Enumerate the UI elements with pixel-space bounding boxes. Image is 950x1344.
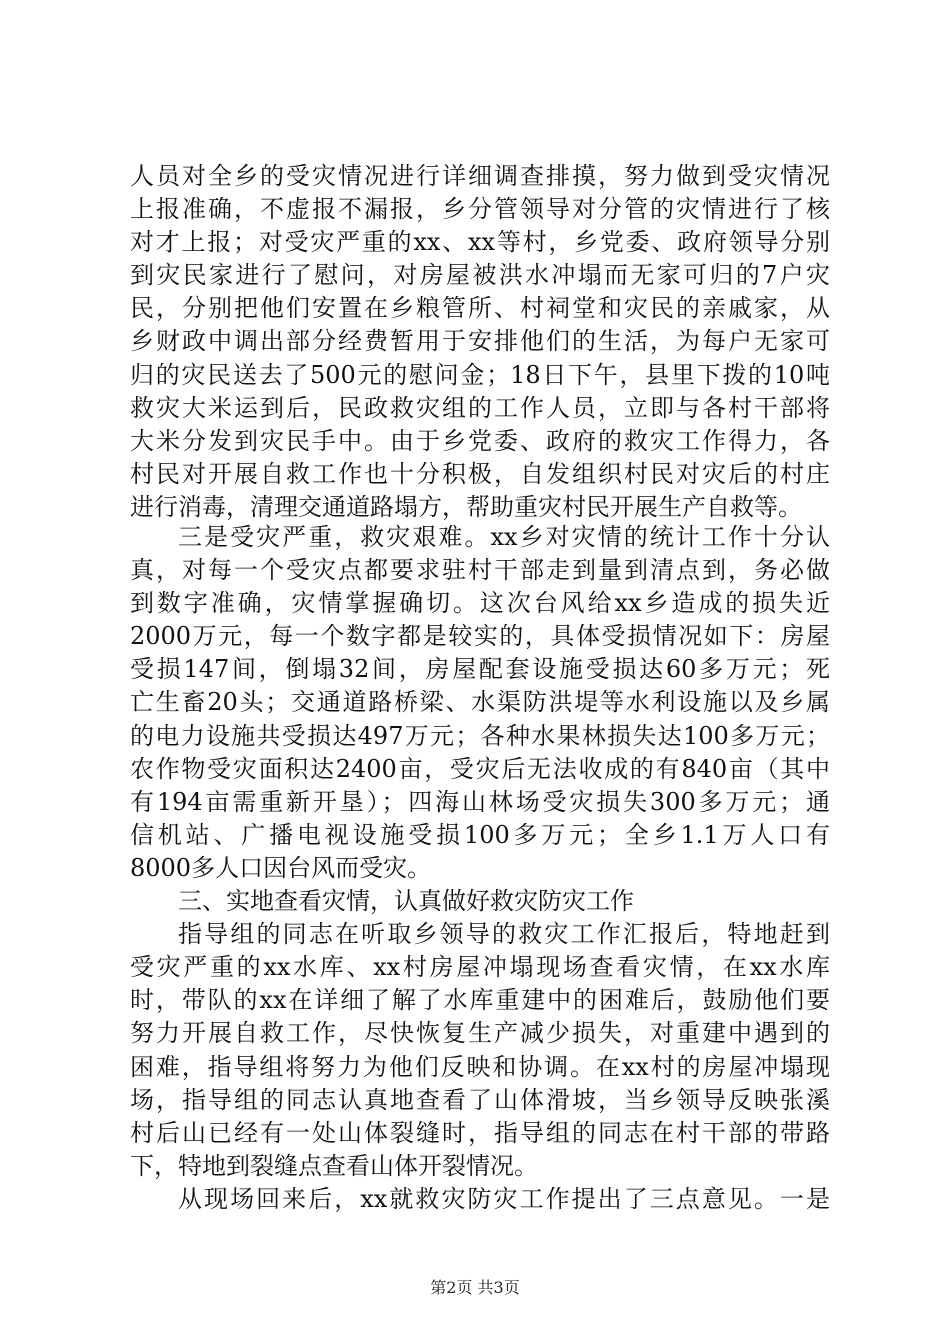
paragraph-1-line: 进行消毒，清理交通道路塌方，帮助重灾村民开展生产自救等。	[130, 492, 802, 521]
paragraph-1-line: 人员对全乡的受灾情况进行详细调查排摸，努力做到受灾情况	[130, 162, 830, 190]
paragraph-1-line: 民，分别把他们安置在乡粮管所、村祠堂和灾民的亲戚家，从	[130, 294, 830, 323]
paragraph-2-line: 真，对每一个受灾点都要求驻村干部走到量到清点到，务必做	[130, 556, 830, 585]
paragraph-2-line: 受损147间，倒塌32间，房屋配套设施受损达60多万元；死	[130, 655, 830, 684]
paragraph-2-line: 信机站、广播电视设施受损100多万元；全乡1.1万人口有	[130, 820, 830, 849]
paragraph-3-line: 努力开展自救工作，尽快恢复生产减少损失，对重建中遇到的	[130, 1019, 830, 1048]
paragraph-3-line: 指导组的同志在听取乡领导的救灾工作汇报后，特地赶到	[178, 920, 830, 949]
paragraph-2-line: 农作物受灾面积达2400亩，受灾后无法收成的有840亩（其中	[130, 754, 830, 783]
paragraph-1-line: 村民对开展自救工作也十分积极，自发组织村民对灾后的村庄	[130, 459, 830, 488]
paragraph-3-line: 时，带队的xx在详细了解了水库重建中的困难后，鼓励他们要	[130, 986, 830, 1015]
paragraph-3-line: 场，指导组的同志认真地查看了山体滑坡，当乡领导反映张溪	[130, 1085, 830, 1114]
page-number-footer: 第2页 共3页	[430, 1278, 520, 1297]
paragraph-2-line: 到数字准确，灾情掌握确切。这次台风给xx乡造成的损失近	[130, 589, 830, 618]
paragraph-4-line: 从现场回来后，xx就救灾防灾工作提出了三点意见。一是	[178, 1184, 830, 1213]
paragraph-2-line: 亡生畜20头；交通道路桥梁、水渠防洪堤等水利设施以及乡属	[130, 688, 830, 717]
paragraph-2-line: 2000万元，每一个数字都是较实的，具体受损情况如下：房屋	[130, 622, 830, 651]
paragraph-3-line: 下，特地到裂缝点查看山体开裂情况。	[130, 1151, 538, 1180]
paragraph-1-line: 到灾民家进行了慰问，对房屋被洪水冲塌而无家可归的7户灾	[130, 261, 830, 290]
paragraph-2-line: 8000多人口因台风而受灾。	[130, 853, 432, 882]
paragraph-2-line: 的电力设施共受损达497万元；各种水果林损失达100多万元；	[130, 721, 830, 750]
paragraph-1-line: 大米分发到灾民手中。由于乡党委、政府的救灾工作得力，各	[130, 426, 830, 455]
section-heading: 三、实地查看灾情，认真做好救灾防灾工作	[178, 887, 634, 916]
paragraph-1-line: 对才上报；对受灾严重的xx、xx等村，乡党委、政府领导分别	[130, 228, 830, 257]
paragraph-3-line: 受灾严重的xx水库、xx村房屋冲塌现场查看灾情，在xx水库	[130, 953, 830, 982]
paragraph-2-line: 有194亩需重新开垦）；四海山林场受灾损失300多万元；通	[130, 787, 830, 816]
text-block-upper	[130, 160, 830, 524]
paragraph-2-line: 三是受灾严重，救灾艰难。xx乡对灾情的统计工作十分认	[178, 523, 830, 551]
paragraph-1-line: 乡财政中调出部分经费暂用于安排他们的生活，为每户无家可	[130, 327, 830, 356]
text-block-lower	[130, 521, 830, 1216]
paragraph-1-line: 救灾大米运到后，民政救灾组的工作人员，立即与各村干部将	[130, 393, 830, 422]
paragraph-3-line: 困难，指导组将努力为他们反映和协调。在xx村的房屋冲塌现	[130, 1052, 830, 1081]
paragraph-1-line: 上报准确，不虚报不漏报，乡分管领导对分管的灾情进行了核	[130, 195, 830, 224]
paragraph-3-line: 村后山已经有一处山体裂缝时，指导组的同志在村干部的带路	[130, 1118, 830, 1147]
paragraph-1-line: 归的灾民送去了500元的慰问金；18日下午，县里下拨的10吨	[130, 360, 830, 389]
